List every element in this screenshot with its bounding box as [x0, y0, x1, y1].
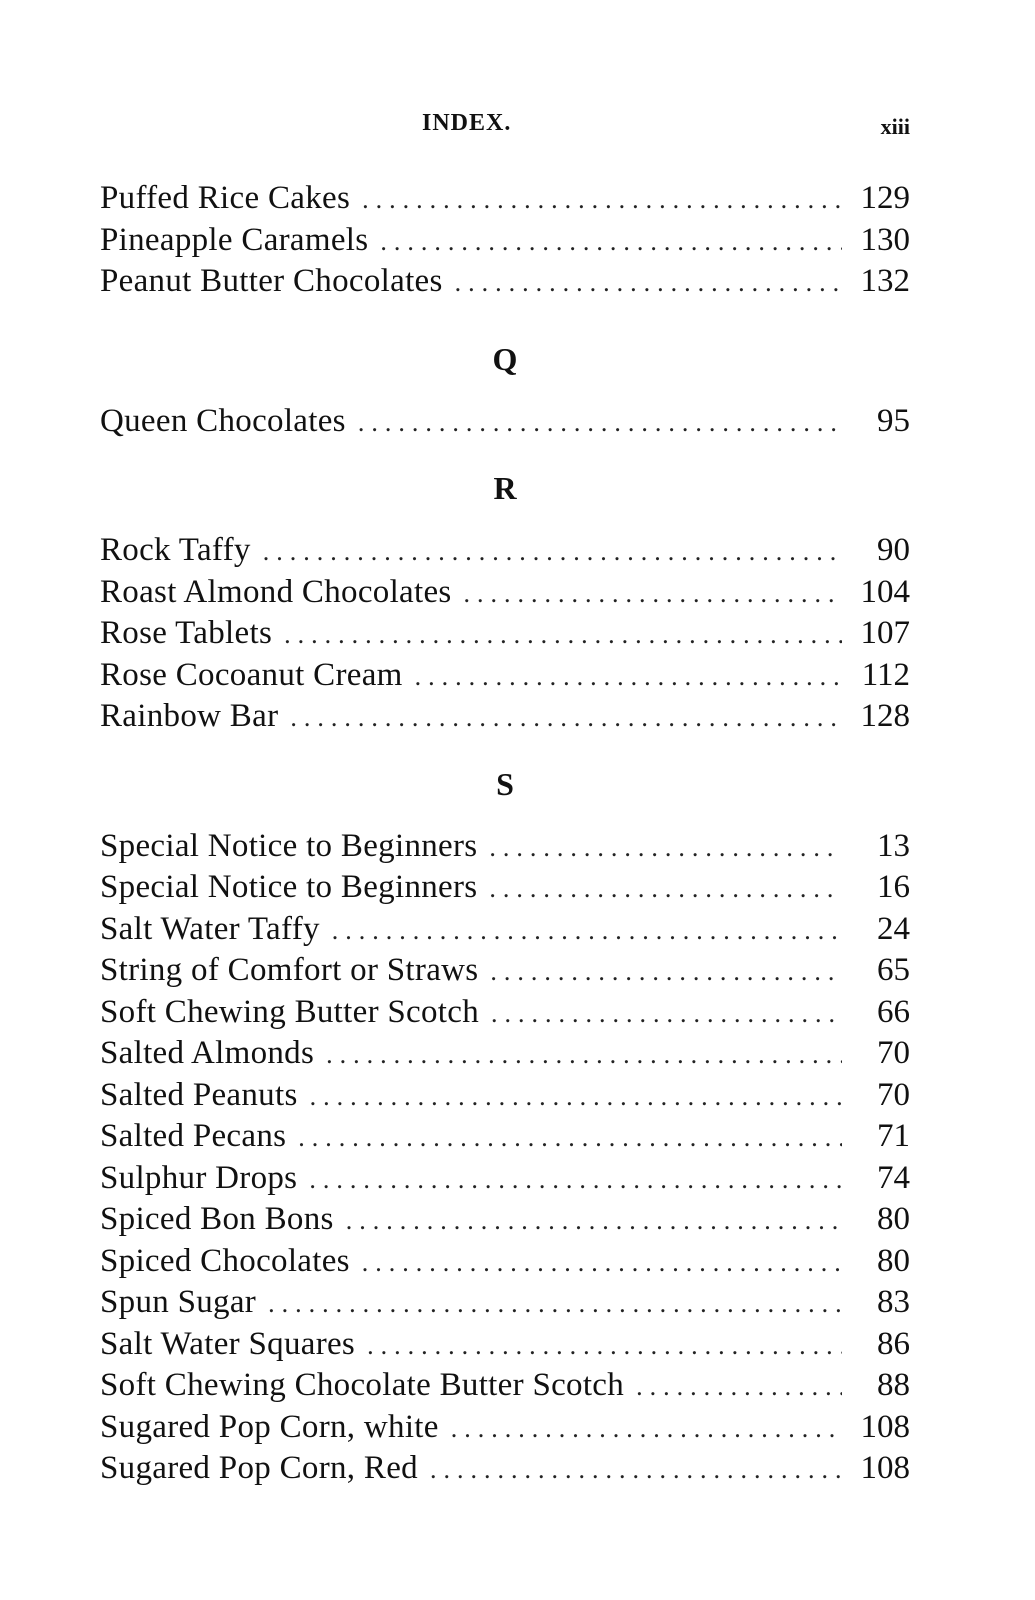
- index-entry: [100, 401, 910, 443]
- dot-leader: [332, 910, 842, 952]
- dot-leader: [362, 179, 842, 221]
- dot-leader: [290, 697, 842, 739]
- index-entry: [100, 1324, 910, 1366]
- section-letter-heading: Q: [492, 340, 518, 377]
- dot-leader: [430, 1449, 842, 1491]
- index-entry: [100, 909, 910, 951]
- index-entry: [100, 613, 910, 655]
- dot-leader: [310, 1076, 842, 1118]
- index-entry: [100, 1075, 910, 1117]
- index-entry: [100, 1033, 910, 1075]
- page-number: xiii: [880, 114, 910, 139]
- entry-page-number: 108: [860, 1450, 910, 1486]
- entry-page-number: 74: [877, 1159, 910, 1196]
- dot-leader: [491, 993, 842, 1035]
- entry-page-number: 132: [860, 263, 910, 299]
- entry-title: String of Comfort or Straws: [100, 952, 479, 988]
- entry-page-number: 86: [877, 1325, 910, 1362]
- entry-page-number: 83: [877, 1284, 910, 1320]
- entry-page-number: 88: [877, 1367, 910, 1403]
- index-entry: [100, 1365, 910, 1407]
- entry-title: Puffed Rice Cakes: [100, 180, 351, 216]
- entry-title: Salted Peanuts: [100, 1076, 298, 1113]
- entry-page-number: 80: [877, 1242, 910, 1279]
- entry-title: Salt Water Squares: [100, 1325, 356, 1362]
- index-entry: [100, 1448, 910, 1490]
- entry-page-number: 107: [860, 615, 910, 651]
- entry-page-number: 65: [877, 952, 910, 988]
- index-entry: [100, 992, 910, 1034]
- entry-page-number: 95: [877, 402, 910, 439]
- dot-leader: [367, 1325, 842, 1367]
- dot-leader: [263, 531, 842, 573]
- index-entry: [100, 1158, 910, 1200]
- entry-title: Queen Chocolates: [100, 402, 346, 439]
- entry-title: Pineapple Caramels: [100, 221, 369, 258]
- entry-page-number: 108: [860, 1408, 910, 1445]
- entry-title: Salt Water Taffy: [100, 910, 320, 947]
- entry-title: Spun Sugar: [100, 1284, 257, 1320]
- entry-page-number: 104: [860, 573, 910, 610]
- entry-page-number: 90: [877, 532, 910, 568]
- entry-title: Roast Almond Chocolates: [100, 573, 452, 610]
- entry-title: Rainbow Bar: [100, 698, 279, 734]
- dot-leader: [268, 1283, 842, 1325]
- dot-leader: [309, 1159, 842, 1201]
- entry-title: Sugared Pop Corn, white: [100, 1408, 439, 1445]
- entry-title: Salted Almonds: [100, 1035, 315, 1071]
- entry-title: Rose Tablets: [100, 615, 273, 651]
- entry-page-number: 70: [877, 1035, 910, 1071]
- entry-page-number: 130: [860, 221, 910, 258]
- dot-leader: [451, 1408, 842, 1450]
- index-entry: [100, 867, 910, 909]
- entry-title: Rock Taffy: [100, 532, 251, 568]
- entry-title: Spiced Chocolates: [100, 1242, 350, 1279]
- entry-title: Salted Pecans: [100, 1118, 287, 1154]
- entry-page-number: 70: [877, 1076, 910, 1113]
- entry-page-number: 112: [861, 656, 910, 693]
- entry-title: Peanut Butter Chocolates: [100, 263, 443, 299]
- dot-leader: [358, 402, 842, 444]
- dot-leader: [362, 1242, 842, 1284]
- dot-leader: [326, 1034, 842, 1076]
- dot-leader: [346, 1200, 842, 1242]
- index-entry: [100, 572, 910, 614]
- index-entry: [100, 530, 910, 572]
- index-list: [100, 178, 910, 1490]
- dot-leader: [284, 614, 842, 656]
- entry-title: Special Notice to Beginners: [100, 869, 478, 905]
- index-entry: [100, 1282, 910, 1324]
- section-letter-heading: R: [493, 470, 517, 506]
- entry-page-number: 128: [860, 698, 910, 734]
- entry-page-number: 24: [877, 910, 910, 947]
- index-entry: [100, 1407, 910, 1449]
- entry-page-number: 66: [877, 993, 910, 1030]
- page-title: INDEX.: [422, 110, 512, 136]
- entry-page-number: 71: [877, 1118, 910, 1154]
- index-entry: [100, 655, 910, 697]
- dot-leader: [636, 1366, 842, 1408]
- entry-title: Soft Chewing Butter Scotch: [100, 993, 480, 1030]
- entry-page-number: 13: [877, 827, 910, 864]
- index-entry: [100, 696, 910, 738]
- dot-leader: [489, 827, 842, 869]
- entry-title: Rose Cocoanut Cream: [100, 656, 403, 693]
- entry-title: Spiced Bon Bons: [100, 1201, 334, 1237]
- dot-leader: [380, 221, 842, 263]
- section-letter-heading: S: [496, 765, 514, 802]
- entry-page-number: 129: [860, 180, 910, 216]
- index-entry: [100, 261, 910, 303]
- entry-title: Sugared Pop Corn, Red: [100, 1450, 418, 1486]
- dot-leader: [415, 656, 842, 698]
- dot-leader: [455, 262, 842, 304]
- dot-leader: [490, 951, 842, 993]
- dot-leader: [298, 1117, 842, 1159]
- entry-title: Special Notice to Beginners: [100, 827, 478, 864]
- entry-title: Soft Chewing Chocolate Butter Scotch: [100, 1367, 625, 1403]
- index-entry: [100, 1241, 910, 1283]
- index-entry: [100, 220, 910, 262]
- dot-leader: [489, 868, 842, 910]
- index-entry: [100, 950, 910, 992]
- entry-page-number: 16: [877, 869, 910, 905]
- dot-leader: [464, 573, 842, 615]
- index-entry: [100, 1116, 910, 1158]
- entry-page-number: 80: [877, 1201, 910, 1237]
- entry-title: Sulphur Drops: [100, 1159, 298, 1196]
- running-header: [100, 110, 910, 150]
- index-entry: [100, 1199, 910, 1241]
- index-entry: [100, 178, 910, 220]
- index-entry: [100, 826, 910, 868]
